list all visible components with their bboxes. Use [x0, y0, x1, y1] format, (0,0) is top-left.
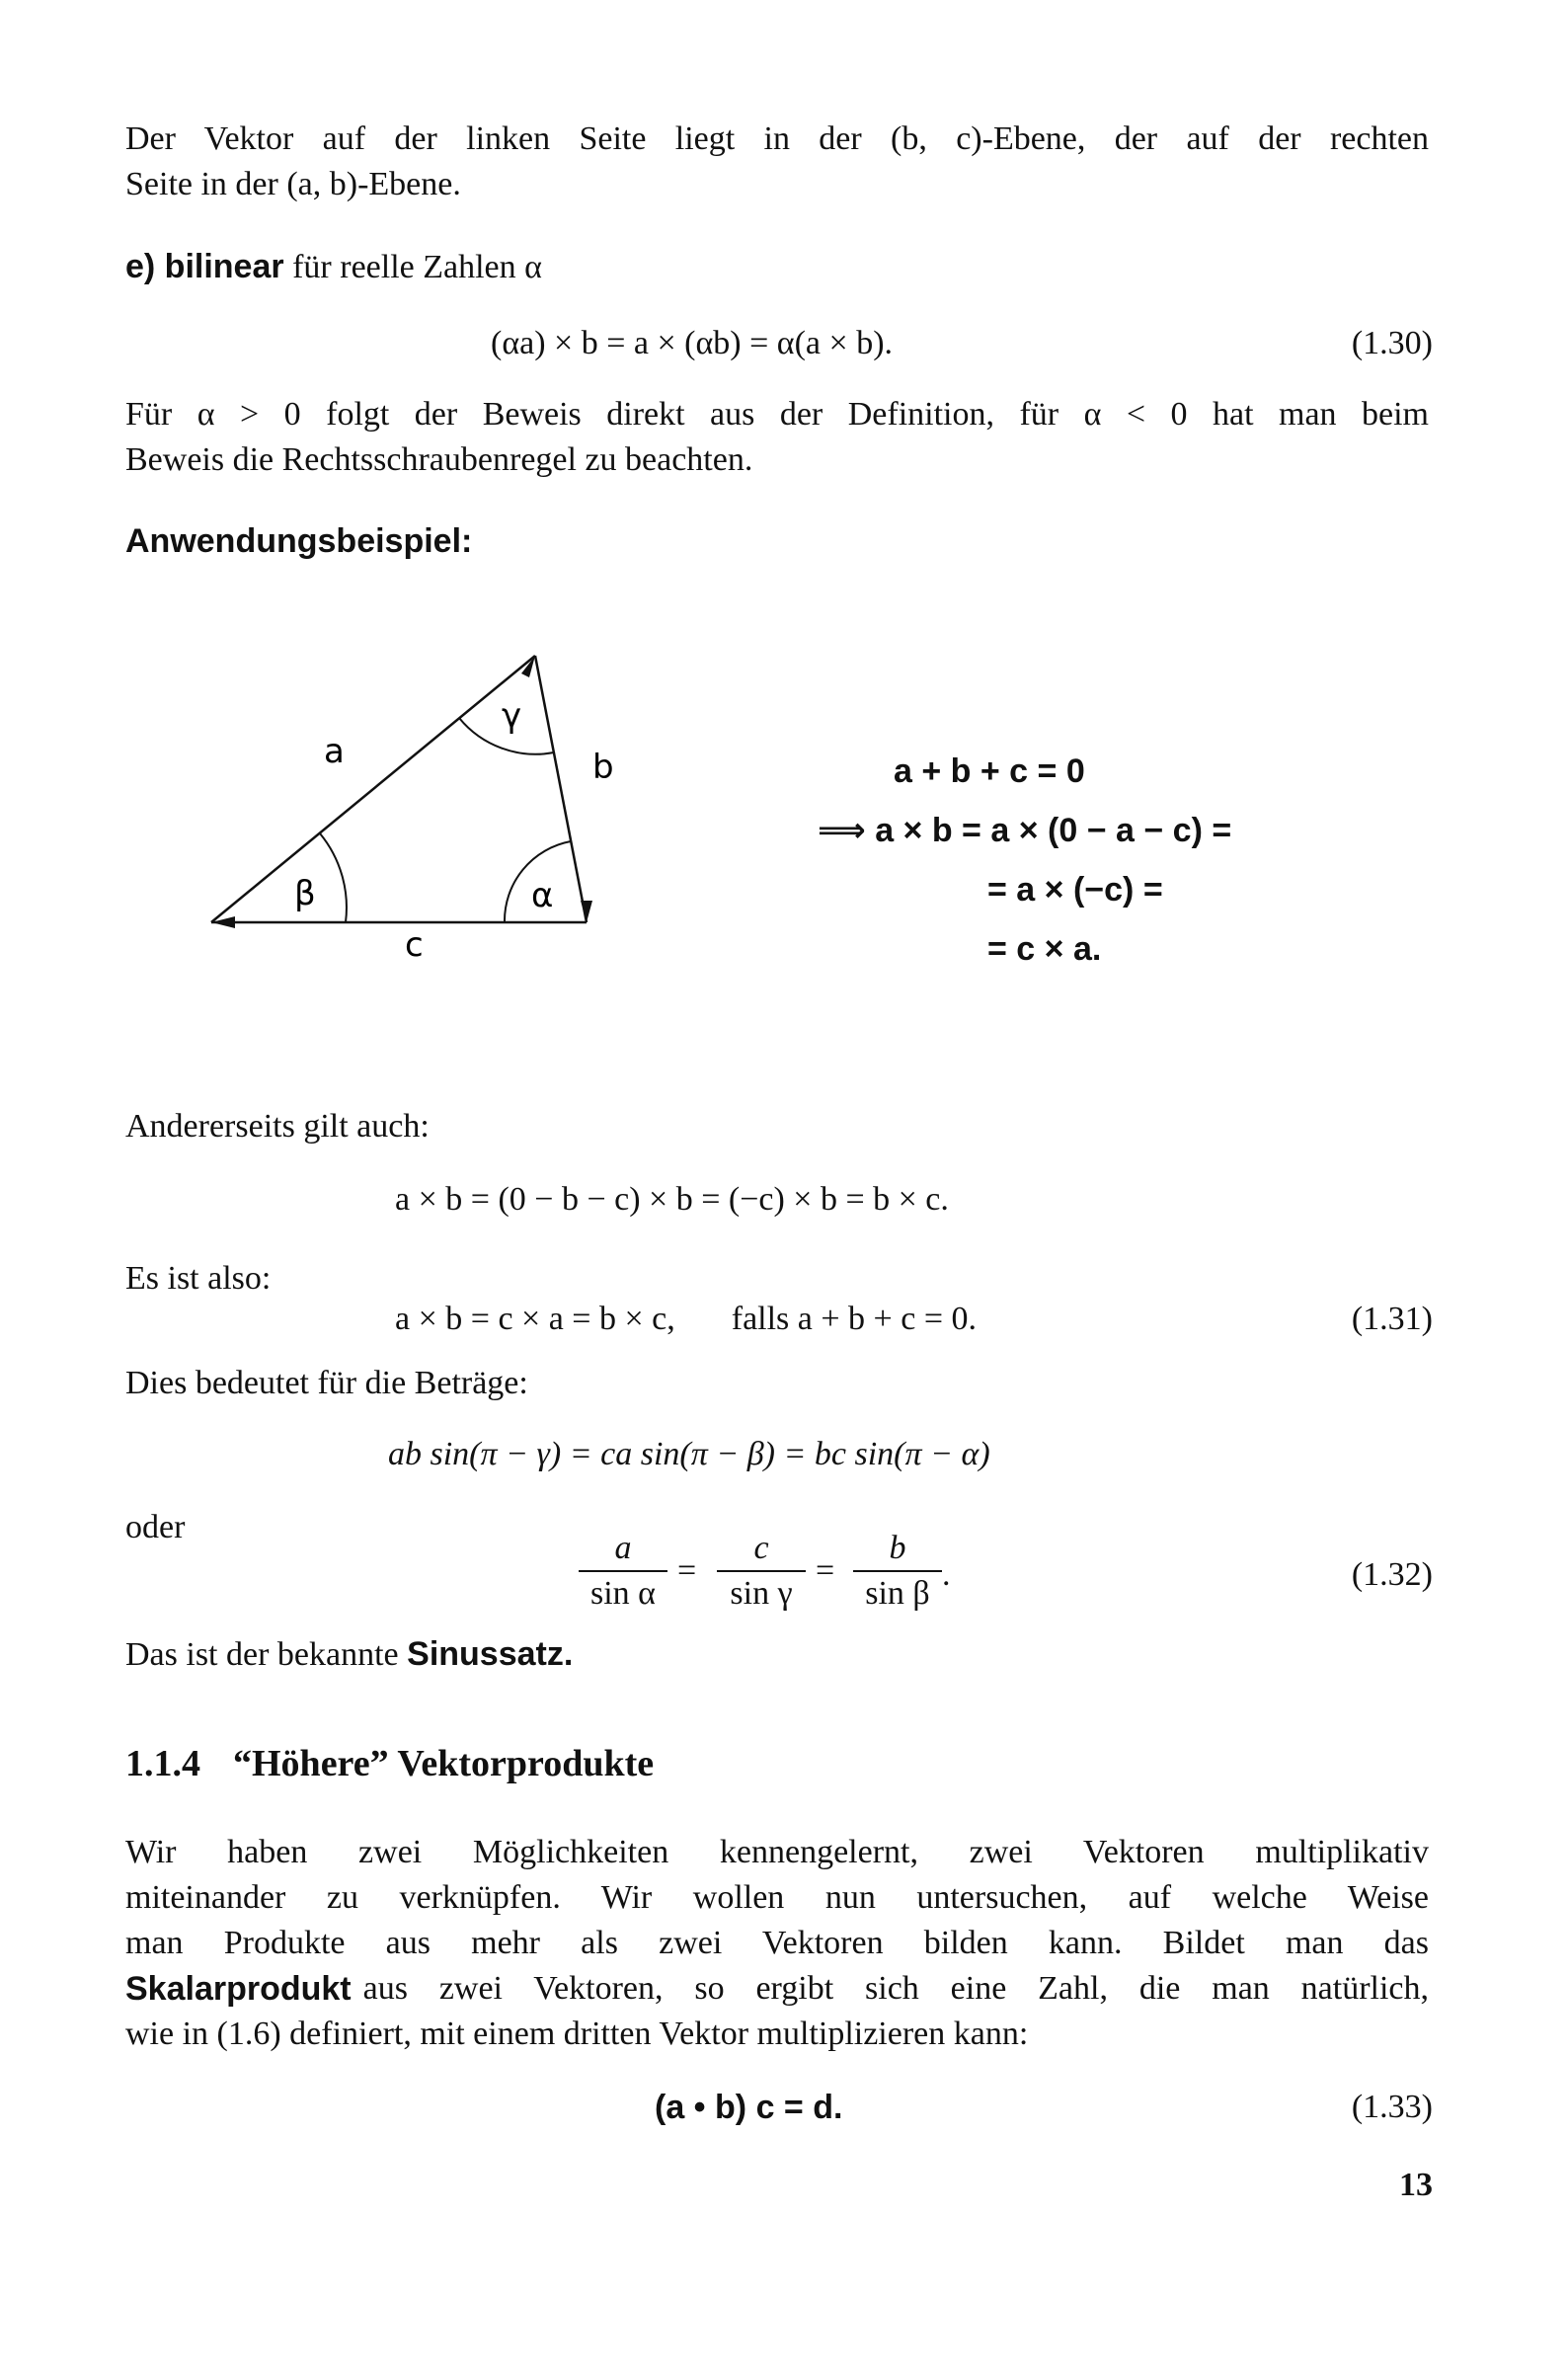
paragraph-line-2: miteinander zu verknüpfen. Wir wollen nun untersuchen, auf welche Weise — [125, 1879, 1429, 1916]
eq-sign-2: = — [816, 1552, 835, 1589]
label-beta: β — [294, 874, 316, 913]
eq-sign-1: = — [677, 1552, 697, 1589]
right-eq-line-4: = c × a. — [987, 930, 1102, 968]
fraction-1-numerator: a — [614, 1530, 632, 1566]
section-title: “Höhere” Vektorprodukte — [233, 1743, 655, 1784]
equation-number-1-32: (1.32) — [1351, 1556, 1433, 1593]
equation-number-1-33: (1.33) — [1351, 2089, 1433, 2125]
right-eq-line-2: ⟹ a × b = a × (0 − a − c) = — [818, 812, 1232, 849]
otherwise-text: Andererseits gilt auch: — [125, 1108, 430, 1145]
triangle-figure — [197, 642, 652, 958]
intro-line-2: Seite in der (a, b)-Ebene. — [125, 166, 461, 202]
sinussatz-sentence — [125, 1631, 573, 1678]
betraege-text: Dies bedeutet für die Beträge: — [125, 1365, 528, 1401]
paragraph-line-3: man Produkte aus mehr als zwei Vektoren bilden kann. Bildet man das — [125, 1925, 1429, 1961]
angle-beta-arc — [320, 833, 347, 922]
item-e-label: e) bilinear — [125, 248, 284, 285]
fraction-3-numerator: b — [889, 1530, 906, 1566]
paragraph-line-1: Wir haben zwei Möglichkeiten kennengelernt, zwei Vektoren multiplikativ — [125, 1834, 1429, 1870]
equation-sin: ab sin(π − γ) = ca sin(π − β) = bc sin(π − α) — [388, 1436, 990, 1472]
equation-1-33: (a • b) c = d. — [655, 2089, 843, 2126]
equation-1-31-condition: falls a + b + c = 0. — [731, 1301, 977, 1337]
equation-1-31 — [395, 1297, 977, 1342]
item-e — [125, 244, 542, 290]
label-c: c — [405, 925, 424, 958]
paragraph-term: Skalarprodukt — [125, 1970, 352, 2008]
right-eq-line-1: a + b + c = 0 — [894, 752, 1085, 790]
fraction-2-numerator: c — [753, 1530, 769, 1566]
section-heading — [125, 1739, 654, 1788]
equation-1-31-formula: a × b = c × a = b × c, — [395, 1301, 675, 1337]
paragraph-line-5: wie in (1.6) definiert, mit einem dritten Vektor multiplizieren kann: — [125, 2016, 1029, 2052]
label-b: b — [592, 748, 614, 787]
fraction-1-denominator: sin α — [590, 1575, 656, 1612]
fraction-3 — [853, 1529, 942, 1614]
eq-1-32-period: . — [942, 1556, 951, 1593]
item-e-text: für reelle Zahlen α — [292, 249, 542, 285]
equation-otherwise: a × b = (0 − b − c) × b = (−c) × b = b × c. — [395, 1181, 949, 1218]
fraction-3-denominator: sin β — [865, 1575, 930, 1612]
arrow-b-head — [581, 901, 592, 922]
page-number: 13 — [1399, 2167, 1433, 2203]
oder-text: oder — [125, 1509, 186, 1545]
sinussatz-term: Sinussatz. — [407, 1635, 574, 1673]
right-eq-line-3: = a × (−c) = — [987, 871, 1163, 909]
proof-line-2: Beweis die Rechtsschraubenregel zu beachten. — [125, 441, 753, 478]
side-a-line — [211, 656, 535, 922]
equation-1-30: (αa) × b = a × (αb) = α(a × b). — [491, 325, 894, 361]
paragraph-line-4 — [125, 1966, 1429, 2012]
fraction-2 — [717, 1529, 806, 1614]
label-a: a — [324, 732, 345, 771]
intro-line-1: Der Vektor auf der linken Seite liegt in der (b, c)-Ebene, der auf der rechten — [125, 120, 1429, 157]
fraction-2-denominator: sin γ — [730, 1575, 793, 1612]
label-gamma: γ — [502, 696, 522, 736]
equation-number-1-31: (1.31) — [1351, 1301, 1433, 1337]
section-number: 1.1.4 — [125, 1743, 200, 1784]
sinussatz-prefix: Das ist der bekannte — [125, 1636, 399, 1673]
fraction-1 — [579, 1529, 667, 1614]
equation-number-1-30: (1.30) — [1351, 325, 1433, 361]
es-ist-also: Es ist also: — [125, 1260, 272, 1297]
paragraph-line-4-rest: aus zwei Vektoren, so ergibt sich eine Zahl, die man natürlich, — [362, 1970, 1429, 2007]
proof-line-1: Für α > 0 folgt der Beweis direkt aus der Definition, für α < 0 hat man beim — [125, 396, 1429, 433]
example-heading: Anwendungsbeispiel: — [125, 522, 473, 560]
label-alpha: α — [531, 876, 554, 915]
